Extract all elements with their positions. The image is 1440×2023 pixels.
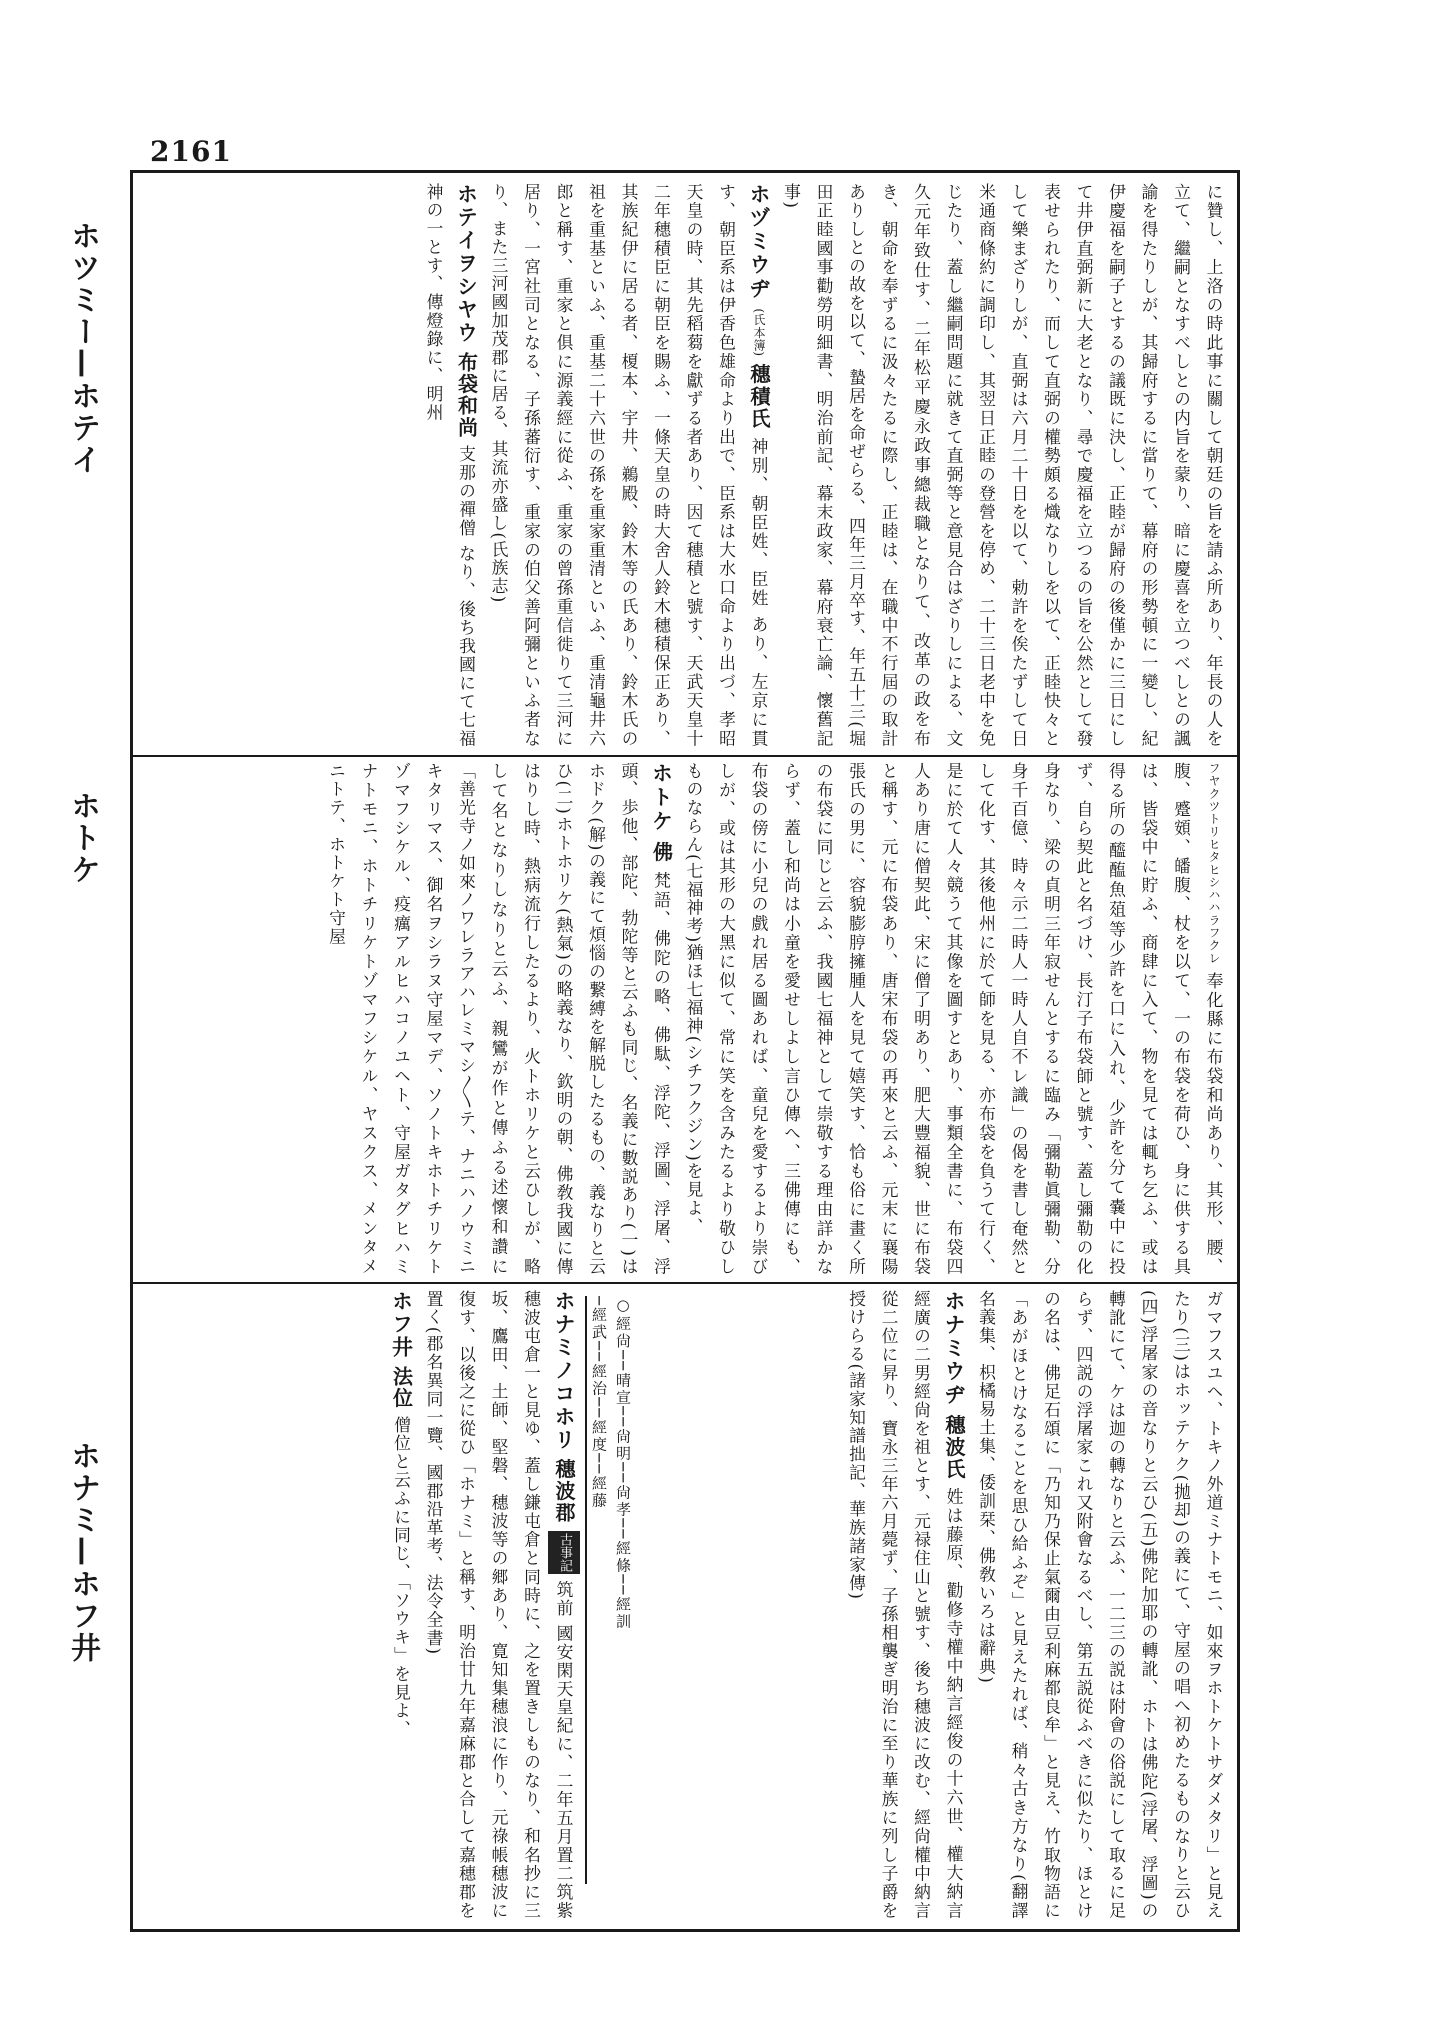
headword-hotoke: ホトケ	[649, 762, 675, 834]
body-honami: 姓は藤原、勸修寺權中納言經俊の十六世、權大納言經廣の二男經尙を祖とす、元禄住山と號す、後ち穗波に改む、經尙權中納言從二位に昇り、寶永三年六月薨ず、子孫相襲ぎ明治に至り華族に列し子爵を授けらる(諸家知譜拙記、華族諸家傳)	[846, 1290, 964, 1920]
body-honami-gun: 國安閑天皇紀に、二年五月置二筑紫穗波屯倉一と見ゆ、蓋し鎌屯倉と同時に、之を置きしものなり、和名抄に三坂、鷹田、土師、堅磐、穗波等の郷あり、寛知集穗浪に作り、元祿帳穗波に復す、以後之に從ひ「ホナミ」と稱す、明治廿九年嘉麻郡と合して嘉穗郡を置く(郡名異同一覽、國郡沿革考、法令全書)	[424, 1290, 574, 1920]
bottom-panel-right	[645, 1290, 1230, 1920]
title-honami-gun: 穗波郡	[552, 1458, 576, 1524]
tag-kojiki: 古事記	[548, 1531, 581, 1574]
headword-hozumi-uji: ホヅミウヂ	[747, 183, 772, 301]
entry-hotoke	[320, 762, 678, 1276]
body-hotoke: 梵語、佛陀の略、佛駄、浮陀、浮圖、浮屠、浮頭、歩他、部陀、勃陀等と云ふも同じ、名義に數説あり(一)はホドク(解)の義にて煩惱の繋縛を解脱したるもの、義なりと云ひ(二)ホトホリケ(熱氣)の略義なり、欽明の朝、佛敎我國に傳はりし時、熱病流行したるより、火トホリケと云ひしが、略して名となりしなりと云ふ、親鸞が作と傳ふる述懷和讚に「善光寺ノ如來ノワレラアハレミマシ〳〵テ、ナニハノウミニキタリマス、御名ヲシラヌ守屋マデ、ソノトキホトチリケトゾマフシケル、疫癘アルヒハコノユヘト、守屋ガタグヒハミナトモニ、ホトチリケトゾマフシケル、ヤスクス、メンタメニトテ、ホトケト守屋	[326, 762, 672, 1276]
entry-honami-gun	[418, 1290, 581, 1920]
title-hoi: 法位	[389, 1365, 414, 1410]
headword-hotei-osho: ホテイヲシヤウ	[454, 183, 480, 345]
body-hotei-continued: 奉化縣に布袋和尚あり、其形、腰、腹、蹙頞、皤腹、杖を以て、一の布袋を荷ひ、身に供する具は、皆袋中に貯ふ、商肆に入て、物を見ては輒ち乞ふ、或は得る所の醯醢魚葅等少許を口に入れ、少許を分て嚢中に投ず、自ら契此と名づけ、長汀子布袋師と號す、蓋し彌勒の化身なり、梁の貞明三年寂せんとするに臨み「彌勒眞彌勒、分身千百億、時々示二時人一時人自不レ識」の偈を書し奄然として化す、其後他州に於て師を見る、亦布袋を負うて行く、是に於て人々競うて其像を圖すとあり、事類全書に、布袋四人あり唐に僧契此、宋に僧了明あり、肥大豐福貌、世に布袋と稱す、元に布袋あり、唐宋布袋の再來と云ふ、元末に襄陽張氏の男に、容貌膨脝擁腫人を見て嬉笑す、恰も俗に畫く所の布袋に同じと云ふ、我國七福神として崇敬する理由詳かならず、蓋し和尚は小童を愛せしよし言ひ傳へ、三佛傳にも、布袋の傍に小兒の戲れ居る圖あれば、童兒を愛するより崇びしが、或は其形の大黑に似て、常に笑を含みたるより敬ひしものならん(七福神考)猶ほ七福神(シチフクジン)を見よ、	[684, 762, 1224, 1276]
genealogy-tree	[585, 1296, 635, 1884]
note-hozumi: 神別、朝臣姓、臣姓	[749, 437, 769, 609]
section-divider-lower	[130, 1282, 1240, 1284]
province-tag: 筑前	[554, 1580, 574, 1618]
entry-hozumi-uji	[483, 183, 776, 748]
ruby-hotei: フヤクツトリヒタヒシハハラフクレ	[1207, 762, 1221, 965]
title-hozumi: 穗積氏	[747, 363, 771, 431]
entry-hoi	[385, 1290, 418, 1920]
side-index-middle: ホトケ	[65, 790, 100, 886]
page-number: 2161	[150, 135, 232, 168]
side-index-top: ホツミー—ホテイ	[65, 220, 100, 476]
genealogy-line-2: ─經武──經治──經度──經藤	[590, 1296, 608, 1510]
headword-honami-uji: ホナミウヂ	[942, 1290, 967, 1408]
note-hotei: 支那の禪僧	[456, 445, 477, 538]
body-hozumi: あり、左京に貫す、朝臣系は伊香色雄命より出で、臣系は大水口命より出づ、孝昭天皇の時、其先稻蒭を獻ずる者あり、因て穗積と號す、天武天皇十二年穗積臣に朝臣を賜ふ、一條天皇の時大舍人鈴木穗積保正あり、其族紀伊に居る者、榎本、宇井、鵜殿、鈴木等の氏あり、鈴木氏の祖を重基といふ、重基二十六世の孫を重家重清といふ、重清龜井六郎と稱す、重家と俱に源義經に從ふ、重家の曾孫重信徙りて三河に居り、一宮社司となる、子孫蕃衍す、重家の伯父善阿彌といふ者なり、また三河國加茂郡に居る、其流亦盛し(氏族志)	[489, 183, 769, 748]
entry-honami-uji	[840, 1290, 970, 1920]
section-divider-upper	[130, 755, 1240, 757]
genealogy-line-1: ○經尙──晴宣──尙明──尙孝──經條──經訓	[614, 1296, 632, 1631]
tag-ujihon: (氏本簿)	[752, 308, 766, 357]
body-hotei: なり、後ち我國にて七福神の一とす、傳燈錄に、明州	[424, 183, 477, 748]
side-index-bottom: ホナミ—ホフ井	[65, 1440, 100, 1664]
entry-hotei-osho	[418, 183, 483, 748]
entry-hotei-continued	[678, 762, 1231, 1276]
entry-hotta-continued: に贊し、上洛の時此事に關して朝廷の旨を請ふ所あり、年長の人を立て、繼嗣となすべしとの内旨を蒙り、暗に慶喜を立つべしとの諷諭を得たりしが、其歸府するに當りて、幕府の形勢頓に一變し、紀伊慶福を嗣子とするの議既に決し、正睦が歸府の後僅かに三日にして井伊直弼新に大老となり、尋で慶福を立つるの旨を公然として發表せられたり、而して直弼の權勢頗る熾なりしを以て、正睦快々として樂まざりしが、直弼は六月二十日を以て、勅許を俟たずして日米通商條約に調印し、其翌日正睦の登營を停め、二十三日老中を免じたり、蓋し繼嗣問題に就きて直弼等と意見合はざりしによる、文久元年致仕す、二年松平慶永政事總裁職となりて、改革の政を布き、朝命を奉ずるに汲々たるに際し、正睦は、在職中不行屆の取計ありしとの故を以て、蟄居を命ぜらる、四年三月卒す、年五十三(堀田正睦國事勸勞明細書、明治前記、幕末政家、幕府衰亡論、懷舊記事)	[781, 183, 1224, 748]
body-hoi: 僧位と云ふに同じ、「ソウキ」を見よ、	[391, 1416, 412, 1739]
top-panel	[150, 183, 1230, 748]
title-hotei: 布袋和尚	[454, 351, 479, 439]
entry-hotoke-continued: ガマフスユヘ、トキノ外道ミナトモニ、如來ヲホトケトサダメタリ」と見えたり(三)はホッテケク(拋却)の義にて、守屋の唱へ初めたるものなりと云ひ(四)浮屠家の音なりと云ひ(五)佛陀加耶の轉訛、ホトは佛陀(浮屠、浮圖)の轉訛にて、ケは迦の轉なりと云ふ、一二三の説は附會の俗説にして取るに足らず、四説の浮屠家これ又附會なるべし、第五説從ふべきに似たり、ほとけの名は、佛足石頌に「乃知乃保止氣爾由豆利麻都良牟」と見え、竹取物語に「あがほとけなることを思ひ給ふぞ」と見えたれば、稍々古き方なり(翻譯名義集、枳橘易土集、倭訓栞、佛敎いろは辭典)	[976, 1290, 1224, 1920]
headword-honami-gun: ホナミノコホリ	[552, 1290, 577, 1452]
title-honami: 穗波氏	[942, 1414, 966, 1481]
title-hotoke: 佛	[649, 841, 674, 865]
headword-hoi: ホフ井	[389, 1290, 415, 1359]
bottom-panel-left	[150, 1290, 580, 1920]
middle-panel	[150, 762, 1230, 1276]
